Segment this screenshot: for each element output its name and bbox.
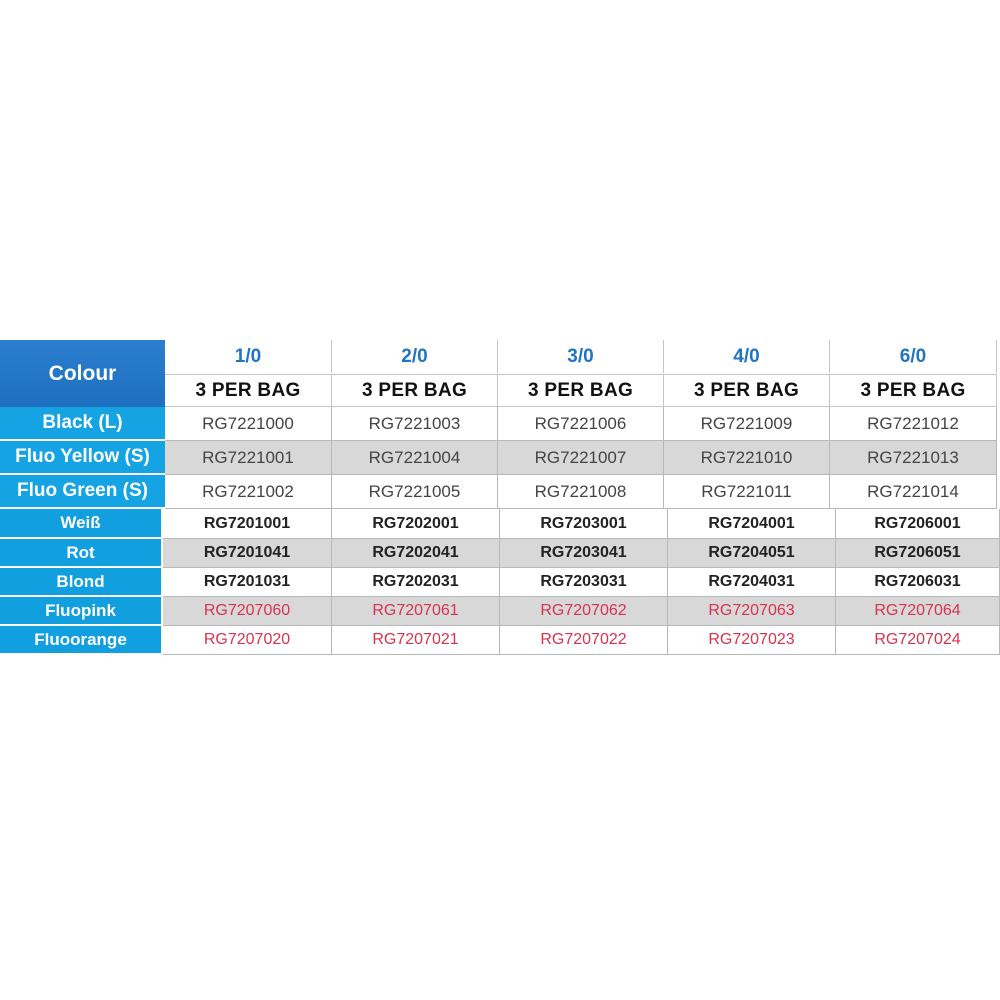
- size-header-cell: 4/0: [664, 340, 830, 373]
- product-code-cell: RG7201041: [163, 539, 332, 568]
- product-code-cell: RG7207021: [332, 626, 500, 655]
- product-code-cell: RG7206001: [836, 509, 1000, 539]
- per-bag-header-cell: 3 PER BAG: [664, 374, 830, 407]
- product-code-cell: RG7221008: [498, 475, 664, 509]
- row-label: Rot: [0, 539, 161, 568]
- product-code-cell: RG7221006: [498, 407, 664, 441]
- product-code-cell: RG7207062: [500, 597, 668, 626]
- size-header-cell: 6/0: [830, 340, 997, 373]
- product-code-cell: RG7206051: [836, 539, 1000, 568]
- per-bag-header-cell: 3 PER BAG: [332, 374, 498, 407]
- row-label: Fluoorange: [0, 626, 161, 655]
- product-code-cell: RG7203031: [500, 568, 668, 597]
- product-code-cell: RG7207020: [163, 626, 332, 655]
- product-code-cell: RG7201031: [163, 568, 332, 597]
- per-bag-header-cell: 3 PER BAG: [830, 374, 997, 407]
- product-code-cell: RG7221002: [165, 475, 332, 509]
- product-code-cell: RG7221007: [498, 441, 664, 475]
- product-code-cell: RG7204051: [668, 539, 836, 568]
- size-header-cell: 2/0: [332, 340, 498, 373]
- row-label: Black (L): [0, 407, 165, 441]
- product-code-cell: RG7207023: [668, 626, 836, 655]
- product-code-cell: RG7202031: [332, 568, 500, 597]
- product-code-cell: RG7221005: [332, 475, 498, 509]
- product-code-cell: RG7207060: [163, 597, 332, 626]
- product-code-cell: RG7221014: [830, 475, 997, 509]
- product-code-cell: RG7221013: [830, 441, 997, 475]
- product-code-cell: RG7221001: [165, 441, 332, 475]
- product-code-cell: RG7207024: [836, 626, 1000, 655]
- product-code-cell: RG7221000: [165, 407, 332, 441]
- per-bag-header-cell: 3 PER BAG: [165, 374, 332, 407]
- product-code-cell: RG7204001: [668, 509, 836, 539]
- product-code-cell: RG7207061: [332, 597, 500, 626]
- product-code-cell: RG7203041: [500, 539, 668, 568]
- product-code-cell: RG7221004: [332, 441, 498, 475]
- product-code-cell: RG7201001: [163, 509, 332, 539]
- size-header-cell: 1/0: [165, 340, 332, 373]
- product-code-cell: RG7221012: [830, 407, 997, 441]
- product-code-cell: RG7221011: [664, 475, 830, 509]
- size-header-cell: 3/0: [498, 340, 664, 373]
- row-label: Fluo Green (S): [0, 475, 165, 509]
- product-code-cell: RG7221010: [664, 441, 830, 475]
- product-code-cell: RG7203001: [500, 509, 668, 539]
- product-code-cell: RG7206031: [836, 568, 1000, 597]
- product-code-cell: RG7207064: [836, 597, 1000, 626]
- row-label: Fluopink: [0, 597, 161, 626]
- per-bag-header-cell: 3 PER BAG: [498, 374, 664, 407]
- colour-header: Colour: [0, 340, 165, 407]
- product-code-cell: RG7202041: [332, 539, 500, 568]
- row-label: Weiß: [0, 509, 161, 539]
- product-code-cell: RG7202001: [332, 509, 500, 539]
- product-code-cell: RG7207022: [500, 626, 668, 655]
- product-code-cell: RG7221009: [664, 407, 830, 441]
- product-code-cell: RG7204031: [668, 568, 836, 597]
- row-label: Blond: [0, 568, 161, 597]
- row-label: Fluo Yellow (S): [0, 441, 165, 475]
- product-code-cell: RG7207063: [668, 597, 836, 626]
- product-code-cell: RG7221003: [332, 407, 498, 441]
